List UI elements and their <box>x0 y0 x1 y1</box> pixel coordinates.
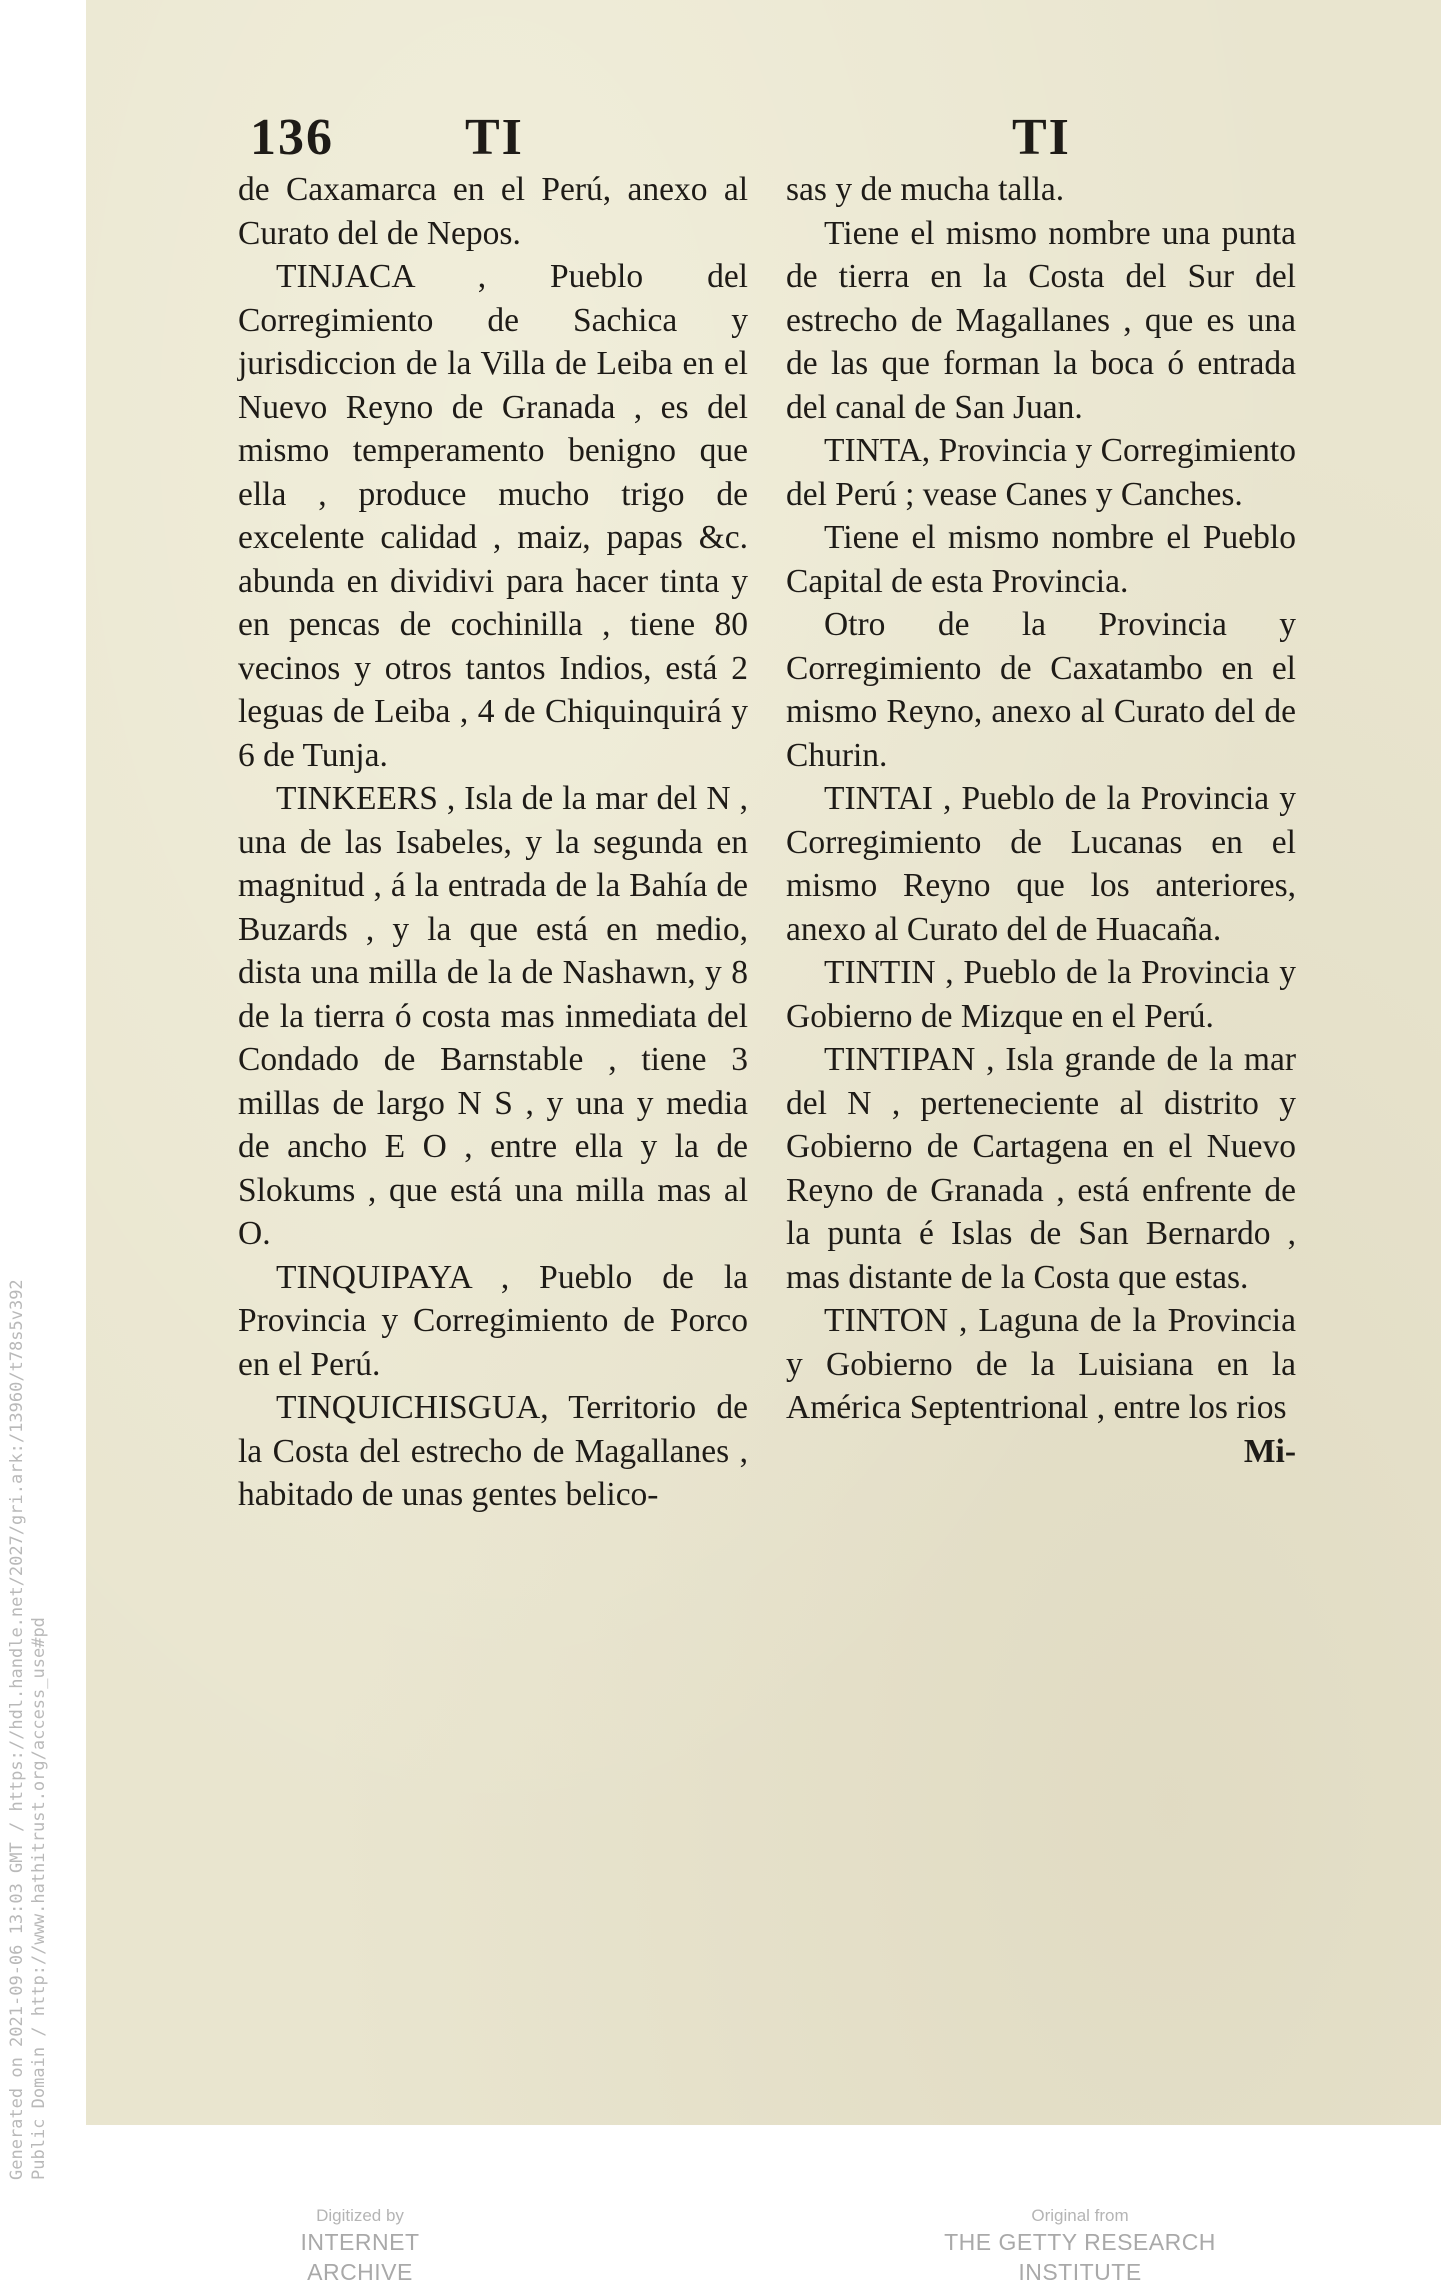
entry-paragraph: TINTON , Laguna de la Provincia y Gobierno de la Luisiana en la América Septentrional , entre los rios <box>786 1302 1296 1426</box>
watermark-line: Generated on 2021-09-06 13:03 GMT / https://hdl.handle.net/2027/gri.ark:/13960/t78s5v392 <box>7 1279 27 2180</box>
entry-paragraph: TINTA, Provincia y Corregimiento del Perú ; vease Canes y Canches. <box>786 432 1296 513</box>
entry-paragraph: Tiene el mismo nombre una punta de tierra en la Costa del Sur del estrecho de Magallanes , que es una de las que forman la boca ó entrada del canal de San Juan. <box>786 214 1296 426</box>
entry-paragraph: TINKEERS , Isla de la mar del N , una de las Isabeles, y la segunda en magnitud , á la entrada de la Bahía de Buzards , y la que está en medio, dista una milla de la de Nashawn, y 8 de la tierra ó costa mas inmediata del Condado de Barnstable , tiene 3 millas de largo N S , y una y media de ancho E O , entre ella y la de Slokums , que está una milla mas al O. <box>238 780 748 1252</box>
entry-paragraph: TINQUICHISGUA, Territorio de la Costa del estrecho de Magallanes , habitado de unas gentes belico- <box>238 1389 748 1513</box>
original-from-label: Original from <box>1031 2206 1129 2225</box>
entry-paragraph: TINTIN , Pueblo de la Provincia y Gobierno de Mizque en el Perú. <box>786 954 1296 1035</box>
entry-paragraph: TINJACA , Pueblo del Corregimiento de Sachica y jurisdiccion de la Villa de Leiba en el Nuevo Reyno de Granada , es del mismo temperamento benigno que ella , produce mucho trigo de excelente calidad , maiz, papas &c. abunda en dividivi para hacer tinta y en pencas de cochinilla , tiene 80 vecinos y otros tantos Indios, está 2 leguas de Leiba , 4 de Chiquinquirá y 6 de Tunja. <box>238 258 748 774</box>
original-from-credit <box>880 2205 1280 2287</box>
digitized-by-credit <box>250 2205 470 2287</box>
internet-archive-label: INTERNET ARCHIVE <box>300 2229 420 2285</box>
running-header-left: TI <box>465 109 524 166</box>
entry-paragraph: Tiene el mismo nombre el Pueblo Capital de esta Provincia. <box>786 519 1296 600</box>
hathitrust-watermark <box>6 1279 50 2180</box>
entry-paragraph: TINTAI , Pueblo de la Provincia y Corregimiento de Lucanas en el mismo Reyno que los anteriores, anexo al Curato del de Huacaña. <box>786 780 1296 948</box>
running-header-right: TI <box>1012 109 1071 166</box>
entry-paragraph: Otro de la Provincia y Corregimiento de Caxatambo en el mismo Reyno, anexo al Curato del de Churin. <box>786 606 1296 774</box>
getty-institute-label: THE GETTY RESEARCH INSTITUTE <box>944 2229 1216 2285</box>
digitized-by-label: Digitized by <box>316 2206 404 2225</box>
left-column <box>238 168 748 1517</box>
page-number: 136 <box>250 109 334 166</box>
entry-paragraph: TINTIPAN , Isla grande de la mar del N , perteneciente al distrito y Gobierno de Cartagena en el Nuevo Reyno de Granada , está enfrente de la punta é Islas de San Bernardo , mas distante de la Costa que estas. <box>786 1041 1296 1296</box>
watermark-line: Public Domain / http://www.hathitrust.org/access_use#pd <box>29 1617 49 2180</box>
entry-paragraph: TINQUIPAYA , Pueblo de la Provincia y Corregimiento de Porco en el Perú. <box>238 1258 748 1383</box>
catchword: Mi- <box>1243 1432 1296 1470</box>
entry-paragraph: de Caxamarca en el Perú, anexo al Curato del de Nepos. <box>238 171 748 252</box>
entry-paragraph: sas y de mucha talla. <box>786 171 1065 208</box>
right-column <box>786 168 1296 1473</box>
